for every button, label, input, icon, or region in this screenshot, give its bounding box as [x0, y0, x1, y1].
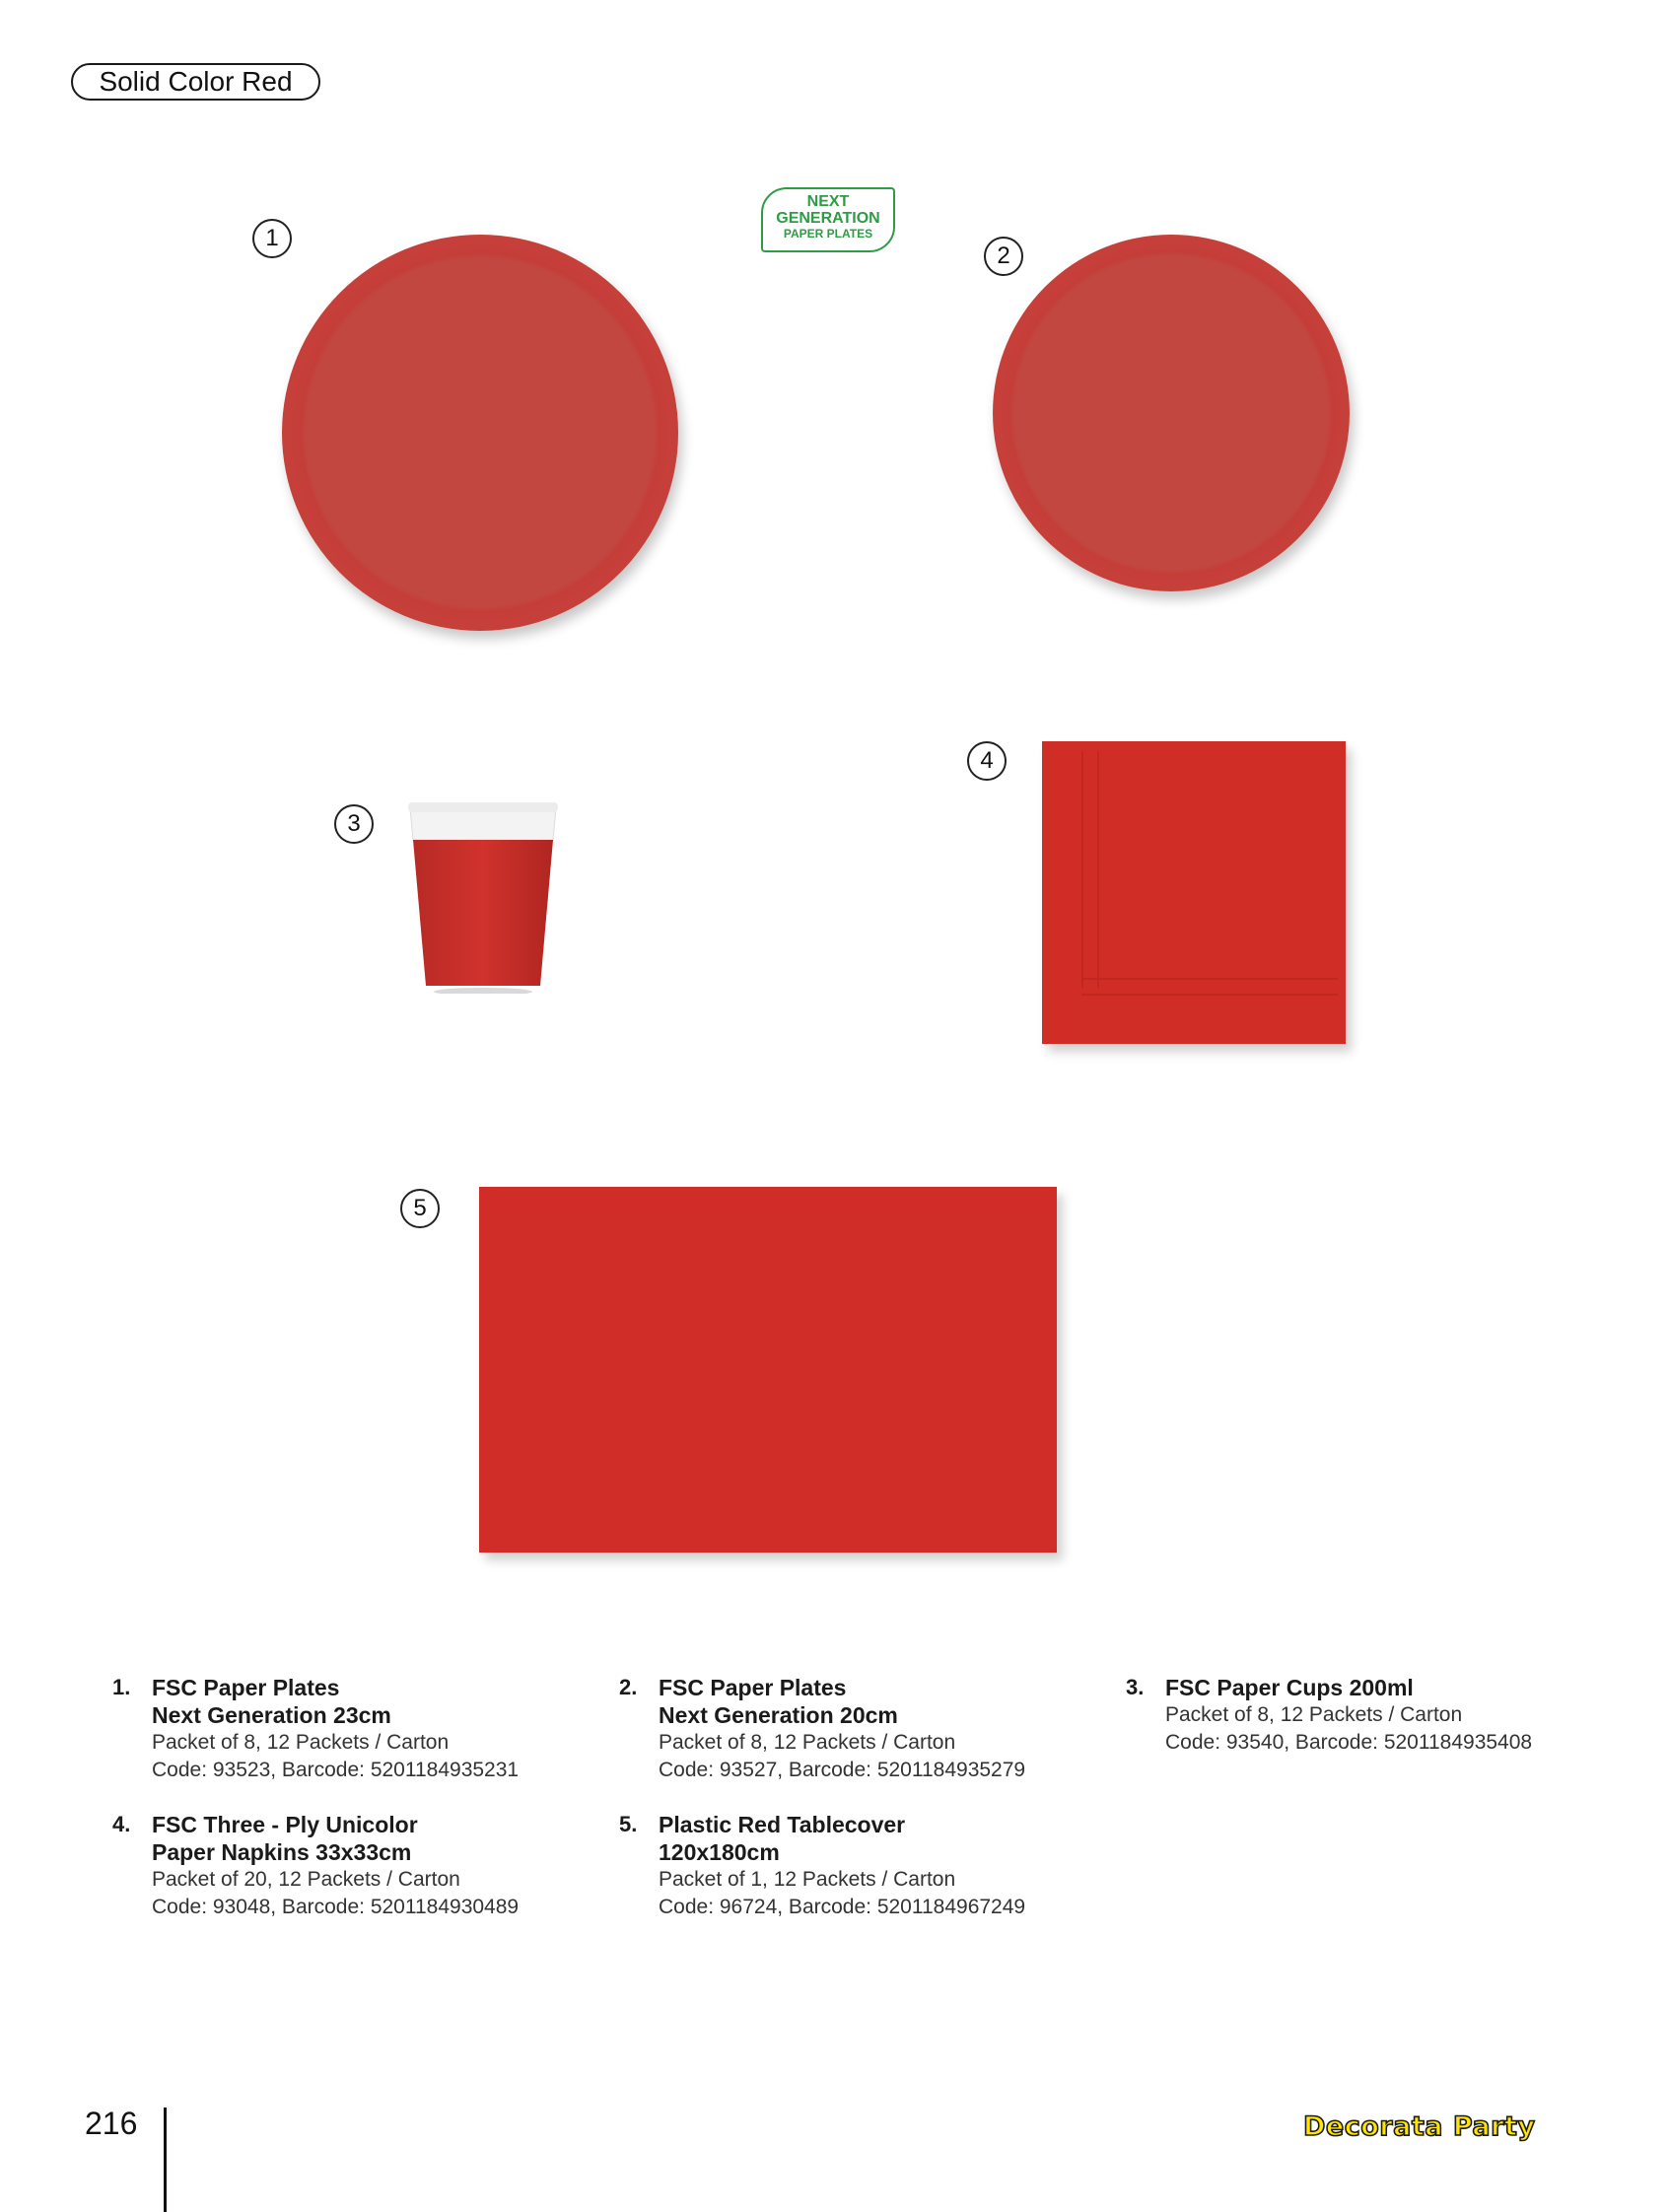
product-code: Code: 96724, Barcode: 5201184967249 [659, 1896, 1026, 1918]
brand-logo: Decorata Party [1303, 2111, 1536, 2142]
product-description-5 [619, 1811, 1092, 1919]
product-number: 2. [619, 1675, 638, 1699]
product-marker-3: 3 [334, 804, 374, 844]
next-generation-badge [761, 187, 895, 252]
product-packaging: Packet of 8, 12 Packets / Carton [152, 1731, 450, 1754]
product-description-3 [1126, 1674, 1619, 1763]
product-title-line-2: Paper Napkins 33x33cm [152, 1839, 412, 1865]
product-packaging: Packet of 1, 12 Packets / Carton [659, 1868, 956, 1891]
badge-line-3: PAPER PLATES [783, 227, 873, 241]
paper-plate-20cm-image [993, 235, 1350, 591]
product-description-4 [112, 1811, 586, 1919]
product-marker-2: 2 [984, 237, 1023, 276]
paper-cup-image [404, 796, 562, 994]
product-title-line-1: FSC Paper Plates [659, 1675, 847, 1700]
product-code: Code: 93048, Barcode: 5201184930489 [152, 1896, 520, 1918]
product-title-line-2: Next Generation 20cm [659, 1702, 898, 1728]
product-title-line-1: FSC Paper Plates [152, 1675, 340, 1700]
category-label: Solid Color Red [71, 63, 320, 101]
product-description-1 [112, 1674, 586, 1782]
product-packaging: Packet of 8, 12 Packets / Carton [659, 1731, 956, 1754]
product-number: 1. [112, 1675, 131, 1699]
product-marker-4: 4 [967, 741, 1007, 781]
product-title-line-2: 120x180cm [659, 1839, 780, 1865]
badge-line-1: NEXT [806, 193, 850, 210]
product-marker-1: 1 [252, 219, 292, 258]
product-title-line-1: Plastic Red Tablecover [659, 1812, 906, 1837]
tablecover-image [479, 1187, 1057, 1553]
product-description-2 [619, 1674, 1092, 1782]
product-number: 4. [112, 1812, 131, 1836]
product-code: Code: 93540, Barcode: 5201184935408 [1165, 1731, 1533, 1754]
product-number: 5. [619, 1812, 638, 1836]
product-title-line-1: FSC Paper Cups 200ml [1165, 1675, 1414, 1700]
product-packaging: Packet of 8, 12 Packets / Carton [1165, 1703, 1463, 1726]
paper-plate-23cm-image [282, 235, 678, 631]
product-marker-5: 5 [400, 1189, 440, 1228]
product-code: Code: 93523, Barcode: 5201184935231 [152, 1759, 520, 1781]
product-code: Code: 93527, Barcode: 5201184935279 [659, 1759, 1026, 1781]
footer-divider [164, 2108, 167, 2212]
page-number: 216 [85, 2106, 138, 2141]
paper-napkin-image [1042, 741, 1346, 1044]
product-number: 3. [1126, 1675, 1145, 1699]
product-packaging: Packet of 20, 12 Packets / Carton [152, 1868, 460, 1891]
napkin-embossed-border-horizontal [1081, 978, 1338, 996]
product-title-line-1: FSC Three - Ply Unicolor [152, 1812, 418, 1837]
napkin-embossed-border-vertical [1081, 751, 1099, 988]
badge-line-2: GENERATION [776, 210, 880, 227]
product-title-line-2: Next Generation 23cm [152, 1702, 391, 1728]
